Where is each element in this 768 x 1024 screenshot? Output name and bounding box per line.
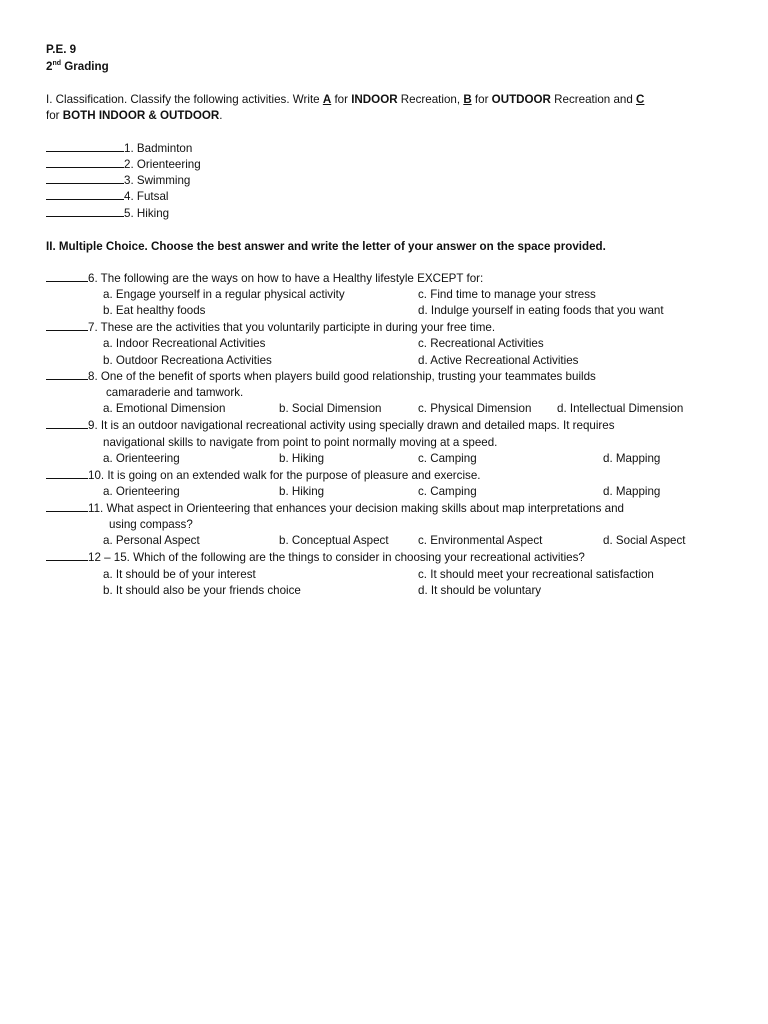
question-stem: 10. It is going on an extended walk for the purpose of pleasure and exercise. <box>88 469 481 482</box>
choice-a: a. Emotional Dimension <box>103 402 226 415</box>
question-stem: 11. What aspect in Orienteering that enhances your decision making skills about map interpretations and <box>88 502 624 515</box>
answer-blank[interactable] <box>46 150 124 152</box>
choice-b: b. Social Dimension <box>279 402 382 415</box>
choice-d: d. Mapping <box>603 485 661 498</box>
answer-blank[interactable] <box>46 166 124 168</box>
answer-blank[interactable] <box>46 427 88 429</box>
grading-word: Grading <box>64 60 109 73</box>
part2-instruction: II. Multiple Choice. Choose the best answer and write the letter of your answer on the space provided. <box>46 240 606 253</box>
choice-d: d. Indulge yourself in eating foods that you want <box>418 304 664 317</box>
answer-blank[interactable] <box>46 215 124 217</box>
classification-item <box>46 189 168 205</box>
both-label: BOTH INDOOR & OUTDOOR <box>62 109 220 122</box>
question-11 <box>46 501 624 517</box>
answer-blank[interactable] <box>46 198 124 200</box>
answer-blank[interactable] <box>46 378 88 380</box>
instruction-text: I. Classification. Classify the following activities. Write <box>46 93 323 106</box>
instruction-text: Recreation and <box>550 93 637 106</box>
choice-a: a. Indoor Recreational Activities <box>103 337 266 350</box>
letter-a: A <box>322 93 332 106</box>
choice-c: c. Camping <box>418 452 477 465</box>
choice-c: c. Find time to manage your stress <box>418 288 596 301</box>
choice-c: c. It should meet your recreational satisfaction <box>418 568 654 581</box>
choice-d: d. Active Recreational Activities <box>418 354 579 367</box>
classification-item <box>46 157 201 173</box>
letter-b: B <box>463 93 472 106</box>
grading-title <box>46 59 109 75</box>
choice-b: b. Eat healthy foods <box>103 304 206 317</box>
question-stem: 8. One of the benefit of sports when players build good relationship, trusting your teammates builds <box>88 370 596 383</box>
question-9 <box>46 418 615 434</box>
choice-a: a. Engage yourself in a regular physical activity <box>103 288 345 301</box>
choice-b: b. Outdoor Recreationa Activities <box>103 354 272 367</box>
choice-d: d. Intellectual Dimension <box>557 402 684 415</box>
question-stem-continued: navigational skills to navigate from point to point normally moving at a speed. <box>103 436 498 449</box>
item-label: 4. Futsal <box>124 190 169 203</box>
item-label: 2. Orienteering <box>124 158 201 171</box>
answer-blank[interactable] <box>46 329 88 331</box>
instruction-text: Recreation, <box>397 93 464 106</box>
item-label: 3. Swimming <box>124 174 191 187</box>
choice-d: d. It should be voluntary <box>418 584 542 597</box>
choice-c: c. Physical Dimension <box>418 402 532 415</box>
indoor-label: INDOOR <box>351 93 398 106</box>
choice-b: b. Hiking <box>279 485 325 498</box>
question-stem-continued: using compass? <box>109 518 193 531</box>
choice-d: d. Social Aspect <box>603 534 686 547</box>
question-10 <box>46 468 481 484</box>
answer-blank[interactable] <box>46 182 124 184</box>
choice-d: d. Mapping <box>603 452 661 465</box>
instruction-text: for <box>331 93 352 106</box>
choice-a: a. Orienteering <box>103 485 180 498</box>
choice-c: c. Environmental Aspect <box>418 534 543 547</box>
choice-c: c. Recreational Activities <box>418 337 544 350</box>
grading-number: 2 <box>46 60 53 73</box>
subject-title: P.E. 9 <box>46 43 77 56</box>
question-stem: 7. These are the activities that you voluntarily participte in during your free time. <box>88 321 496 334</box>
classification-item <box>46 206 169 222</box>
grading-suffix: nd <box>52 60 62 68</box>
question-6 <box>46 271 483 287</box>
question-7 <box>46 320 495 336</box>
question-stem-continued: camaraderie and tamwork. <box>106 386 244 399</box>
choice-a: a. It should be of your interest <box>103 568 256 581</box>
choice-b: b. Hiking <box>279 452 325 465</box>
question-stem: 6. The following are the ways on how to have a Healthy lifestyle EXCEPT for: <box>88 272 484 285</box>
classification-item <box>46 141 192 157</box>
instruction-text: for <box>46 109 63 122</box>
choice-a: a. Orienteering <box>103 452 180 465</box>
choice-a: a. Personal Aspect <box>103 534 200 547</box>
instruction-text: for <box>471 93 492 106</box>
part1-instruction-line1 <box>46 92 644 108</box>
part1-instruction-line2 <box>46 108 223 124</box>
choice-b: b. It should also be your friends choice <box>103 584 301 597</box>
instruction-text: . <box>219 109 223 122</box>
question-12-15 <box>46 550 585 566</box>
letter-c: C <box>636 93 645 106</box>
item-label: 1. Badminton <box>124 142 193 155</box>
outdoor-label: OUTDOOR <box>491 93 551 106</box>
question-8 <box>46 369 596 385</box>
choice-b: b. Conceptual Aspect <box>279 534 389 547</box>
item-label: 5. Hiking <box>124 207 170 220</box>
classification-item <box>46 173 190 189</box>
answer-blank[interactable] <box>46 510 88 512</box>
answer-blank[interactable] <box>46 477 88 479</box>
choice-c: c. Camping <box>418 485 477 498</box>
answer-blank[interactable] <box>46 559 88 561</box>
question-stem: 12 – 15. Which of the following are the things to consider in choosing your recreational activities? <box>88 551 585 564</box>
question-stem: 9. It is an outdoor navigational recreational activity using specially drawn and detailed maps. It requires <box>88 419 615 432</box>
answer-blank[interactable] <box>46 280 88 282</box>
